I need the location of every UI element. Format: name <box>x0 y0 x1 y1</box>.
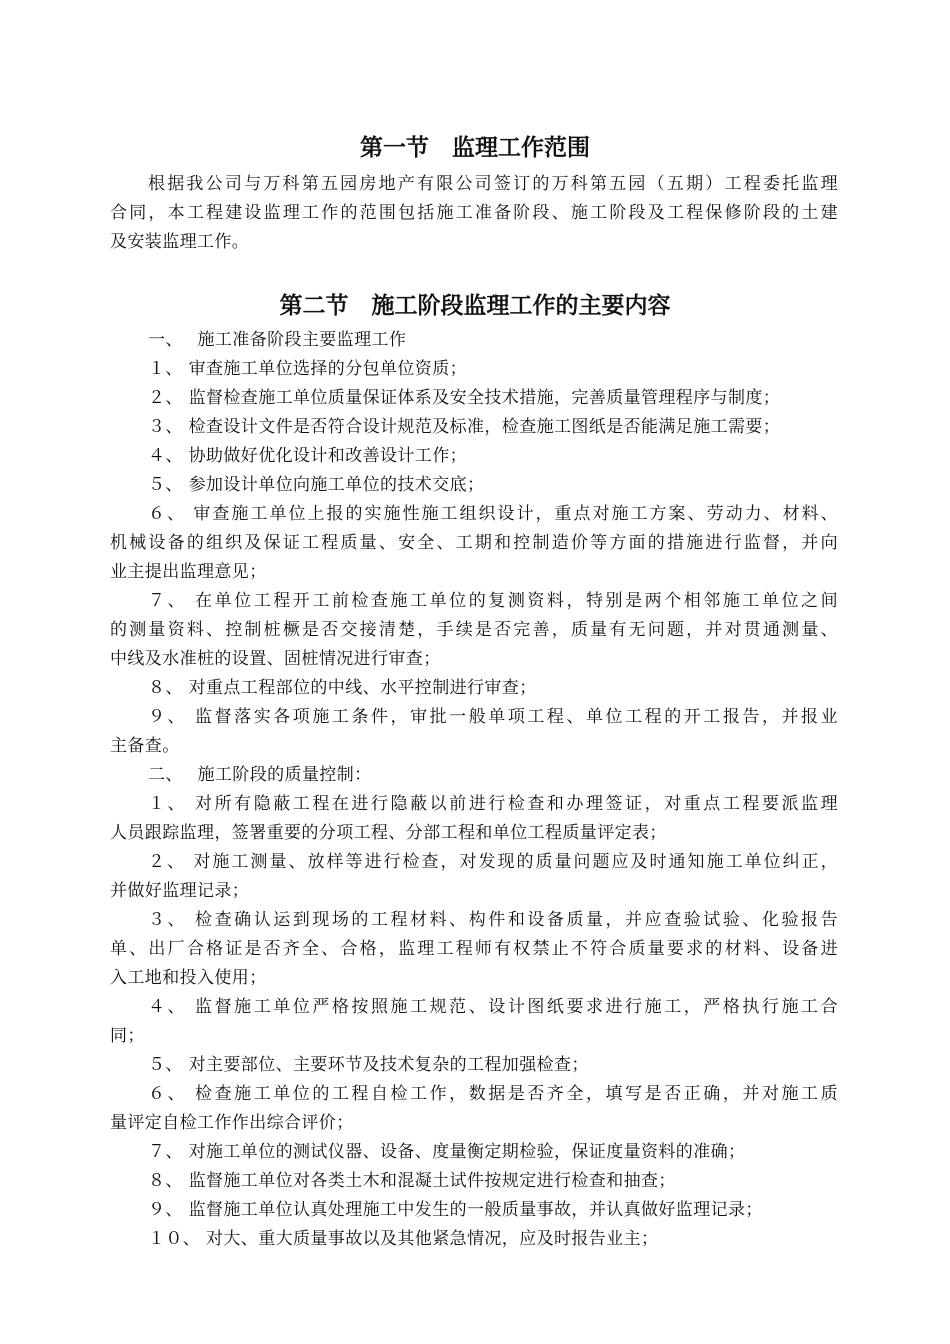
list-item-continuation: 入工地和投入使用； <box>110 968 267 988</box>
list-item-continuation: 并做好监理记录； <box>110 881 250 901</box>
section1-para-line: 及安装监理工作。 <box>110 232 250 252</box>
list-item: ５、 对主要部位、主要环节及技术复杂的工程加强检查； <box>148 1055 589 1075</box>
list-item-continuation: 量评定自检工作作出综合评价； <box>110 1113 354 1133</box>
list-item: １、 对所有隐蔽工程在进行隐蔽以前进行检查和办理签证，对重点工程要派监理 <box>148 794 838 814</box>
list-item: ３、 检查确认运到现场的工程材料、构件和设备质量，并应查验试验、化验报告 <box>148 910 838 930</box>
section1-heading: 第一节 监理工作范围 <box>360 135 590 161</box>
list-item-continuation: 业主提出监理意见； <box>110 562 267 582</box>
list-item: １０、 对大、重大质量事故以及其他紧急情况，应及时报告业主； <box>148 1229 659 1249</box>
list-item-continuation: 的测量资料、控制桩橛是否交接清楚，手续是否完善，质量有无问题，并对贯通测量、 <box>110 620 838 640</box>
list-item-continuation: 人员跟踪监理，签署重要的分项工程、分部工程和单位工程质量评定表； <box>110 823 667 843</box>
list-item: ６、 审查施工单位上报的实施性施工组织设计，重点对施工方案、劳动力、材料、 <box>148 504 838 524</box>
list-item: ５、 参加设计单位向施工单位的技术交底； <box>148 475 485 495</box>
list-item: ９、 监督施工单位认真处理施工中发生的一般质量事故，并认真做好监理记录； <box>148 1200 763 1220</box>
part2-title: 二、 施工阶段的质量控制： <box>148 765 372 785</box>
list-item: １、 审查施工单位选择的分包单位资质； <box>148 359 468 379</box>
list-item-continuation: 中线及水准桩的设置、固桩情况进行审查； <box>110 649 441 669</box>
list-item-continuation: 机械设备的组织及保证工程质量、安全、工期和控制造价等方面的措施进行监督，并向 <box>110 533 838 553</box>
list-item-continuation: 单、出厂合格证是否齐全、合格，监理工程师有权禁止不符合质量要求的材料、设备进 <box>110 939 838 959</box>
list-item: ２、 监督检查施工单位质量保证体系及安全技术措施，完善质量管理程序与制度； <box>148 388 781 408</box>
list-item: ７、 在单位工程开工前检查施工单位的复测资料，特别是两个相邻施工单位之间 <box>148 591 838 611</box>
list-item: ８、 对重点工程部位的中线、水平控制进行审查； <box>148 678 537 698</box>
list-item-continuation: 主备查。 <box>110 736 180 756</box>
part1-title: 一、 施工准备阶段主要监理工作 <box>148 330 407 350</box>
list-item: ７、 对施工单位的测试仪器、设备、度量衡定期检验，保证度量资料的准确； <box>148 1142 746 1162</box>
section1-para-line: 根据我公司与万科第五园房地产有限公司签订的万科第五园（五期）工程委托监理 <box>148 174 838 194</box>
section1-para-line: 合同，本工程建设监理工作的范围包括施工准备阶段、施工阶段及工程保修阶段的土建 <box>110 203 838 223</box>
list-item: ４、 协助做好优化设计和改善设计工作； <box>148 446 468 466</box>
list-item: ８、 监督施工单位对各类土木和混凝土试件按规定进行检查和抽查； <box>148 1171 676 1191</box>
list-item: ９、 监督落实各项施工条件，审批一般单项工程、单位工程的开工报告，并报业 <box>148 707 838 727</box>
list-item: ３、 检查设计文件是否符合设计规范及标准，检查施工图纸是否能满足施工需要； <box>148 417 781 437</box>
list-item: ２、 对施工测量、放样等进行检查，对发现的质量问题应及时通知施工单位纠正， <box>148 852 838 872</box>
list-item: ６、 检查施工单位的工程自检工作，数据是否齐全，填写是否正确，并对施工质 <box>148 1084 838 1104</box>
list-item-continuation: 同； <box>110 1026 145 1046</box>
list-item: ４、 监督施工单位严格按照施工规范、设计图纸要求进行施工，严格执行施工合 <box>148 997 838 1017</box>
section2-heading: 第二节 施工阶段监理工作的主要内容 <box>279 293 671 319</box>
